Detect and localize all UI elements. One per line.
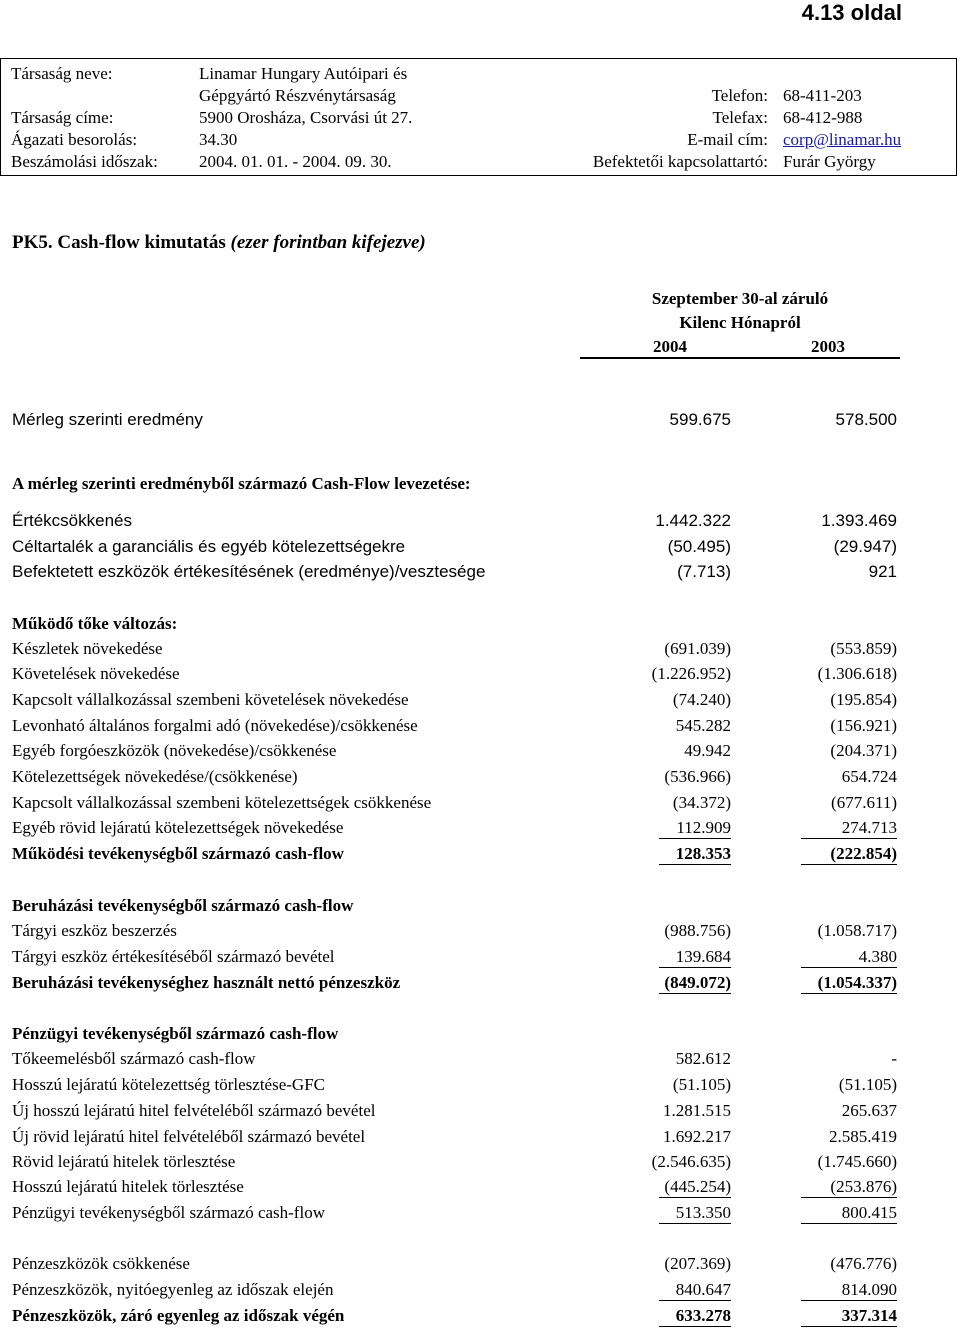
value-2003: (204.371) [830, 741, 897, 760]
value-2004: 840.647 [659, 1280, 731, 1301]
report-title [12, 232, 426, 254]
value-2004: (2.546.635) [651, 1152, 731, 1171]
row-label: Beruházási tevékenységhez használt nettó pénzeszköz [12, 973, 401, 992]
report-code: PK5. [12, 232, 53, 253]
value-2004: (34.372) [672, 793, 731, 812]
value-2004: 582.612 [675, 1049, 731, 1068]
email-link[interactable]: corp@linamar.hu [783, 130, 902, 149]
year-header-row [580, 337, 900, 359]
value-2003: 2.585.419 [829, 1127, 897, 1146]
col-header-2004: 2004 [653, 337, 687, 356]
value-2003: (476.776) [830, 1254, 897, 1273]
row-label: Kapcsolt vállalkozással szembeni követelések növekedése [12, 690, 409, 709]
value-2003: 337.314 [801, 1306, 897, 1327]
value-2003: (1.058.717) [817, 921, 897, 940]
phone-value: 68-411-203 [783, 86, 862, 105]
row-label: Új rövid lejáratú hitel felvételéből származó bevétel [12, 1127, 366, 1146]
report-title-text: Cash-flow kimutatás [57, 232, 226, 253]
row-label: Hosszú lejáratú kötelezettség törlesztése-GFC [12, 1075, 325, 1094]
row-label: Céltartalék a garanciális és egyéb kötelezettségekre [12, 537, 406, 556]
value-2004: (7.713) [677, 562, 731, 581]
value-2004: 633.278 [659, 1306, 731, 1327]
fax-value: 68-412-988 [783, 108, 863, 127]
company-name-label: Társaság neve: [11, 64, 113, 83]
row-label: Beruházási tevékenységből származó cash-flow [12, 896, 354, 915]
value-2004: 545.282 [675, 716, 731, 735]
row-label: Pénzügyi tevékenységből származó cash-flow [12, 1024, 339, 1043]
value-2003: 814.090 [801, 1280, 897, 1301]
col-header-2003: 2003 [811, 337, 845, 356]
value-2003: (677.611) [831, 793, 897, 812]
row-label: Pénzügyi tevékenységből származó cash-flow [12, 1203, 325, 1222]
value-2003: (156.921) [830, 716, 897, 735]
row-label: Mérleg szerinti eredmény [12, 410, 203, 429]
row-label: Pénzeszközök, záró egyenleg az időszak végén [12, 1306, 345, 1325]
period-header-line2: Kilenc Hónapról [679, 313, 801, 332]
value-2003: (553.859) [830, 639, 897, 658]
row-label: Kapcsolt vállalkozással szembeni kötelezettségek csökkenése [12, 793, 432, 812]
row-label: Egyéb rövid lejáratú kötelezettségek növekedése [12, 818, 344, 837]
sector-value: 34.30 [199, 130, 238, 149]
value-2003: (1.054.337) [801, 973, 897, 994]
value-2003: 4.380 [801, 947, 897, 968]
row-label: Levonható általános forgalmi adó (növekedése)/csökkenése [12, 716, 418, 735]
value-2004: 513.350 [659, 1203, 731, 1224]
period-value: 2004. 01. 01. - 2004. 09. 30. [199, 152, 392, 171]
value-2003: (195.854) [830, 690, 897, 709]
value-2003: 1.393.469 [821, 511, 897, 530]
value-2003: (51.105) [838, 1075, 897, 1094]
row-label: Befektetett eszközök értékesítésének (eredménye)/vesztesége [12, 562, 486, 581]
company-address-value: 5900 Orosháza, Csorvási út 27. [199, 108, 413, 127]
value-2004: (50.495) [667, 537, 731, 556]
value-2003: (29.947) [833, 537, 897, 556]
row-label: Pénzeszközök, nyitóegyenleg az időszak elején [12, 1280, 334, 1299]
value-2004: (536.966) [664, 767, 731, 786]
value-2004: (691.039) [664, 639, 731, 658]
fax-label: Telefax: [712, 108, 768, 127]
row-label: Új hosszú lejáratú hitel felvételéből származó bevétel [12, 1101, 376, 1120]
row-label: Követelések növekedése [12, 664, 180, 683]
row-label: Működési tevékenységből származó cash-flow [12, 844, 344, 863]
company-name-line2: Gépgyártó Részvénytársaság [199, 86, 396, 105]
email-label: E-mail cím: [687, 130, 768, 149]
row-label: Értékcsökkenés [12, 511, 132, 530]
company-name-line1: Linamar Hungary Autóipari és [199, 64, 408, 83]
value-2004: 1.281.515 [663, 1101, 731, 1120]
phone-label: Telefon: [711, 86, 768, 105]
row-label: Tárgyi eszköz értékesítéséből származó bevétel [12, 947, 335, 966]
value-2003: 274.713 [801, 818, 897, 839]
value-2003: 800.415 [801, 1203, 897, 1224]
period-header-line1: Szeptember 30-al záruló [651, 289, 829, 308]
period-label: Beszámolási időszak: [11, 152, 158, 171]
row-label: Egyéb forgóeszközök (növekedése)/csökkenése [12, 741, 337, 760]
page-number-label: 4.13 oldal [801, 0, 902, 25]
row-label: Pénzeszközök csökkenése [12, 1254, 190, 1273]
value-2003: (222.854) [801, 844, 897, 865]
value-2004: (1.226.952) [651, 664, 731, 683]
value-2003: - [891, 1049, 897, 1068]
report-subtitle: (ezer forintban kifejezve) [230, 232, 426, 253]
value-2004: (988.756) [664, 921, 731, 940]
row-label: A mérleg szerinti eredményből származó Cash-Flow levezetése: [12, 474, 471, 493]
value-2003: 265.637 [841, 1101, 897, 1120]
company-info-box [0, 58, 957, 176]
company-address-label: Társaság címe: [11, 108, 114, 127]
contact-value: Furár György [783, 152, 876, 171]
row-label: Készletek növekedése [12, 639, 163, 658]
value-2003: (1.745.660) [817, 1152, 897, 1171]
value-2003: (253.876) [801, 1177, 897, 1198]
value-2004: (51.105) [672, 1075, 731, 1094]
row-label: Hosszú lejáratú hitelek törlesztése [12, 1177, 244, 1196]
row-label: Tárgyi eszköz beszerzés [12, 921, 177, 940]
row-label: Rövid lejáratú hitelek törlesztése [12, 1152, 236, 1171]
sector-label: Ágazati besorolás: [11, 130, 138, 149]
value-2004: (445.254) [659, 1177, 731, 1198]
value-2004: (207.369) [664, 1254, 731, 1273]
value-2004: 112.909 [659, 818, 731, 839]
row-label: Kötelezettségek növekedése/(csökkenése) [12, 767, 298, 786]
value-2004: 49.942 [684, 741, 731, 760]
value-2003: (1.306.618) [817, 664, 897, 683]
row-label: Tőkeemelésből származó cash-flow [12, 1049, 256, 1068]
value-2004: (74.240) [672, 690, 731, 709]
value-2003: 921 [868, 562, 897, 581]
row-label: Működő tőke változás: [12, 614, 178, 633]
value-2004: 1.692.217 [663, 1127, 731, 1146]
value-2004: 1.442.322 [655, 511, 731, 530]
value-2004: 599.675 [669, 410, 731, 429]
contact-label: Befektetői kapcsolattartó: [592, 152, 768, 171]
value-2004: (849.072) [659, 973, 731, 994]
value-2004: 139.684 [659, 947, 731, 968]
value-2003: 654.724 [841, 767, 897, 786]
value-2003: 578.500 [835, 410, 897, 429]
value-2004: 128.353 [659, 844, 731, 865]
